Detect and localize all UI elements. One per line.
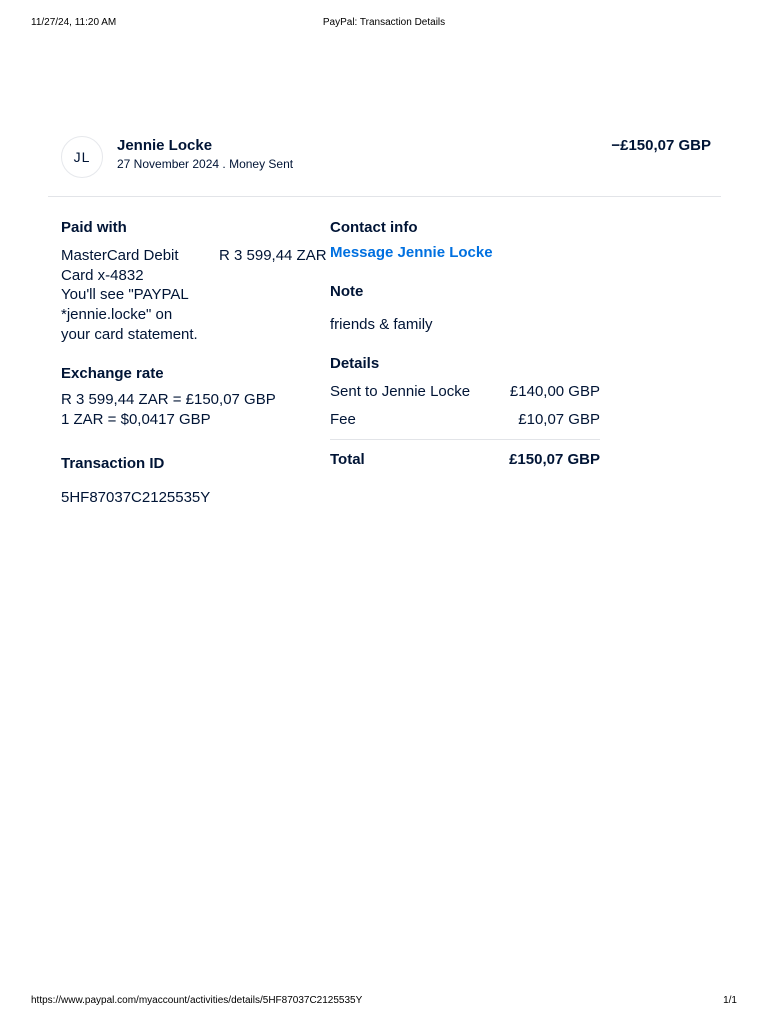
card-name-line1: MasterCard Debit bbox=[61, 247, 179, 264]
details-total-value: £150,07 GBP bbox=[509, 451, 600, 468]
card-name-line2: Card x-4832 bbox=[61, 267, 144, 284]
print-url: https://www.paypal.com/myaccount/activities/details/5HF87037C2125535Y bbox=[31, 995, 363, 1006]
transaction-summary bbox=[48, 134, 721, 197]
message-recipient-link[interactable]: Message Jennie Locke bbox=[330, 244, 493, 261]
details-total-label: Total bbox=[330, 451, 365, 468]
details-sent-value: £140,00 GBP bbox=[509, 383, 600, 400]
statement-note-line1: You'll see "PAYPAL bbox=[61, 286, 189, 303]
avatar: JL bbox=[61, 136, 103, 178]
contact-info-heading: Contact info bbox=[330, 219, 418, 236]
details-sent-label: Sent to Jennie Locke bbox=[330, 383, 471, 400]
paid-with-heading: Paid with bbox=[61, 219, 127, 236]
note-text: friends & family bbox=[330, 316, 433, 333]
statement-note-line2: *jennie.locke" on bbox=[61, 306, 173, 323]
details-fee-label: Fee bbox=[330, 411, 356, 428]
transaction-amount: −£150,07 GBP bbox=[611, 137, 711, 154]
exchange-rate-heading: Exchange rate bbox=[61, 365, 164, 382]
statement-note-line3: your card statement. bbox=[61, 326, 198, 343]
exchange-rate-line2: 1 ZAR = $0,0417 GBP bbox=[61, 411, 211, 428]
recipient-name: Jennie Locke bbox=[117, 137, 213, 154]
exchange-rate-line1: R 3 599,44 ZAR = £150,07 GBP bbox=[61, 391, 276, 408]
details-divider bbox=[330, 439, 600, 440]
note-heading: Note bbox=[330, 283, 364, 300]
transaction-subtitle: 27 November 2024 . Money Sent bbox=[117, 157, 294, 171]
print-title: PayPal: Transaction Details bbox=[322, 17, 446, 28]
transaction-id: 5HF87037C2125535Y bbox=[61, 489, 211, 506]
print-page-number: 1/1 bbox=[723, 995, 737, 1006]
print-datetime: 11/27/24, 11:20 AM bbox=[31, 17, 117, 28]
details-fee-value: £10,07 GBP bbox=[518, 411, 600, 428]
details-heading: Details bbox=[330, 355, 380, 372]
transaction-id-heading: Transaction ID bbox=[61, 455, 165, 472]
paid-amount: R 3 599,44 ZAR bbox=[219, 247, 327, 264]
